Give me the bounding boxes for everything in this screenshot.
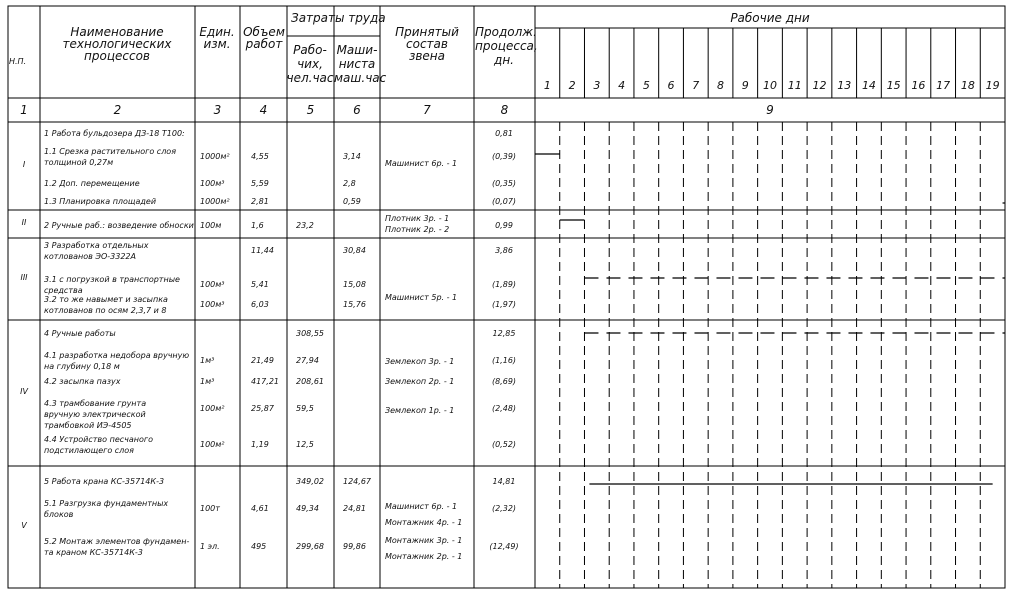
day-label: 7: [692, 79, 700, 92]
duration-cell: (0,07): [491, 197, 517, 206]
group-roman: V: [21, 521, 27, 530]
day-label: 12: [812, 79, 827, 92]
crew-cell: Плотник 3р. - 1: [385, 214, 450, 223]
volume-cell: 1,6: [251, 221, 264, 230]
process-name: 4 Ручные работы: [44, 329, 116, 338]
day-label: 8: [717, 79, 725, 92]
day-label: 4: [618, 79, 626, 92]
duration-cell: (1,16): [491, 356, 517, 365]
volume-cell: 417,21: [251, 377, 279, 386]
header-workers: Рабо- чих, чел.час: [286, 43, 334, 85]
duration-cell: 0,81: [495, 129, 513, 138]
group-roman: II: [21, 218, 27, 227]
machinist-cell: 30,84: [343, 246, 366, 255]
process-name: 1.1 Срезка растительного слоя: [44, 147, 177, 156]
column-number: 2: [113, 103, 122, 117]
unit-cell: 100м: [200, 221, 222, 230]
group-roman: I: [22, 160, 26, 169]
crew-cell: Монтажник 4р. - 1: [385, 518, 463, 527]
unit-cell: 100м²: [200, 404, 225, 413]
unit-cell: 1м³: [200, 356, 215, 365]
unit-cell: 1 эл.: [200, 542, 220, 551]
machinist-cell: 15,76: [343, 300, 366, 309]
machinist-cell: 2,8: [343, 179, 356, 188]
process-name: 3.2 то же навымет и засыпка: [44, 295, 168, 304]
workers-cell: 49,34: [296, 504, 319, 513]
day-label: 3: [593, 79, 601, 92]
workers-cell: 59,5: [296, 404, 314, 413]
crew-cell: Монтажник 3р. - 1: [385, 536, 463, 545]
process-name-cont: та краном КС-35714К-3: [44, 548, 143, 557]
column-number: 9: [766, 103, 774, 117]
process-name: 5 Работа крана КС-35714К-3: [44, 477, 165, 486]
crew-cell: Машинист 6р. - 1: [385, 502, 458, 511]
volume-cell: 6,03: [251, 300, 269, 309]
process-name: 5.2 Монтаж элементов фундамен-: [44, 537, 190, 546]
day-label: 19: [985, 79, 1000, 92]
column-number: 6: [353, 103, 361, 117]
machinist-cell: 124,67: [343, 477, 371, 486]
process-name-cont: вручную электрической: [44, 410, 146, 419]
day-label: 5: [642, 79, 650, 92]
crew-cell: Машинист 6р. - 1: [385, 159, 458, 168]
process-name-cont: на глубину 0,18 м: [44, 362, 120, 371]
header-duration: Продолж. процесса, дн.: [475, 25, 538, 67]
workers-cell: 308,55: [296, 329, 324, 338]
group-roman: IV: [20, 387, 28, 396]
duration-cell: 0,99: [495, 221, 513, 230]
process-name: 1.3 Планировка площадей: [44, 197, 157, 206]
duration-cell: (0,52): [491, 440, 517, 449]
day-label: 6: [667, 79, 675, 92]
unit-cell: 1000м²: [200, 152, 230, 161]
column-number: 1: [20, 103, 28, 117]
duration-cell: (8,69): [491, 377, 517, 386]
machinist-cell: 15,08: [343, 280, 366, 289]
machinist-cell: 99,86: [343, 542, 366, 551]
column-number: 3: [213, 103, 222, 117]
volume-cell: 21,49: [251, 356, 274, 365]
process-name-cont: блоков: [44, 510, 74, 519]
process-name-cont: котлованов ЭО-3322А: [44, 252, 136, 261]
day-label: 9: [741, 79, 749, 92]
day-label: 14: [861, 79, 876, 92]
unit-cell: 1000м²: [200, 197, 230, 206]
volume-cell: 25,87: [251, 404, 274, 413]
header-work-days: Рабочие дни: [730, 11, 810, 25]
group-roman: III: [20, 273, 28, 282]
header-machinist: Маши- ниста маш.час: [334, 43, 387, 85]
process-name-cont: трамбовкой ИЭ-4505: [44, 421, 132, 430]
crew-cell: Плотник 2р. - 2: [385, 225, 450, 234]
day-label: 13: [837, 79, 852, 92]
process-name-cont: подстилающего слоя: [44, 446, 134, 455]
header-unit: Един. изм.: [199, 25, 235, 51]
process-name: 4.4 Устройство песчаного: [44, 435, 153, 444]
duration-cell: (0,35): [491, 179, 517, 188]
duration-cell: (12,49): [489, 542, 519, 551]
workers-cell: 12,5: [296, 440, 314, 449]
process-name: 3 Разработка отдельных: [44, 241, 149, 250]
header-volume: Объем работ: [243, 25, 285, 51]
volume-cell: 1,19: [251, 440, 269, 449]
process-name: 4.1 разработка недобора вручную: [44, 351, 190, 360]
process-name: 1.2 Доп. перемещение: [44, 179, 140, 188]
day-label: 18: [960, 79, 975, 92]
volume-cell: 5,41: [251, 280, 269, 289]
duration-cell: (1,97): [491, 300, 517, 309]
header-num: Н.П.: [9, 57, 27, 66]
machinist-cell: 3,14: [343, 152, 361, 161]
process-name-cont: толщиной 0,27м: [44, 158, 114, 167]
day-label: 15: [886, 79, 901, 92]
workers-cell: 27,94: [296, 356, 319, 365]
process-name: 4.2 засыпка пазух: [44, 377, 121, 386]
volume-cell: 5,59: [251, 179, 269, 188]
volume-cell: 4,61: [251, 504, 269, 513]
process-name: 3.1 с погрузкой в транспортные: [44, 275, 180, 284]
header-labor: Затраты труда: [291, 11, 386, 25]
unit-cell: 1м³: [200, 377, 215, 386]
unit-cell: 100м²: [200, 440, 225, 449]
header-name: Наименование технологических процессов: [62, 25, 172, 63]
day-label: 17: [936, 79, 951, 92]
day-label: 2: [568, 79, 576, 92]
header-crew: Принятый состав звена: [395, 25, 459, 63]
volume-cell: 11,44: [251, 246, 274, 255]
duration-cell: 14,81: [492, 477, 516, 486]
duration-cell: (0,39): [491, 152, 517, 161]
process-name: 2 Ручные раб.: возведение обноски: [44, 221, 194, 230]
crew-cell: Машинист 5р. - 1: [385, 293, 458, 302]
day-label: 1: [543, 79, 551, 92]
crew-cell: Монтажник 2р. - 1: [385, 552, 463, 561]
process-name-cont: средства: [44, 286, 83, 295]
process-name: 1 Работа бульдозера ДЗ-18 Т100:: [44, 129, 185, 138]
volume-cell: 495: [251, 542, 267, 551]
process-name: 5.1 Разгрузка фундаментных: [44, 499, 169, 508]
duration-cell: (1,89): [491, 280, 517, 289]
workers-cell: 299,68: [296, 542, 324, 551]
crew-cell: Землекоп 3р. - 1: [385, 357, 455, 366]
workers-cell: 349,02: [296, 477, 324, 486]
duration-cell: (2,48): [491, 404, 517, 413]
day-label: 10: [763, 79, 777, 92]
day-label: 11: [787, 79, 802, 92]
process-name-cont: котлованов по осям 2,3,7 и 8: [44, 306, 167, 315]
workers-cell: 208,61: [296, 377, 324, 386]
duration-cell: 3,86: [495, 246, 513, 255]
volume-cell: 2,81: [251, 197, 269, 206]
duration-cell: 12,85: [492, 329, 516, 338]
day-label: 16: [911, 79, 926, 92]
crew-cell: Землекоп 1р. - 1: [385, 406, 455, 415]
volume-cell: 4,55: [251, 152, 269, 161]
column-number: 4: [259, 103, 268, 117]
process-name: 4.3 трамбование грунта: [44, 399, 147, 408]
unit-cell: 100м³: [200, 280, 225, 289]
machinist-cell: 24,81: [343, 504, 366, 513]
duration-cell: (2,32): [491, 504, 517, 513]
unit-cell: 100м³: [200, 179, 225, 188]
column-number: 8: [500, 103, 509, 117]
column-number: 7: [423, 103, 431, 117]
workers-cell: 23,2: [296, 221, 314, 230]
machinist-cell: 0,59: [343, 197, 361, 206]
crew-cell: Землекоп 2р. - 1: [385, 377, 455, 386]
column-number: 5: [306, 103, 315, 117]
unit-cell: 100т: [200, 504, 220, 513]
unit-cell: 100м³: [200, 300, 225, 309]
